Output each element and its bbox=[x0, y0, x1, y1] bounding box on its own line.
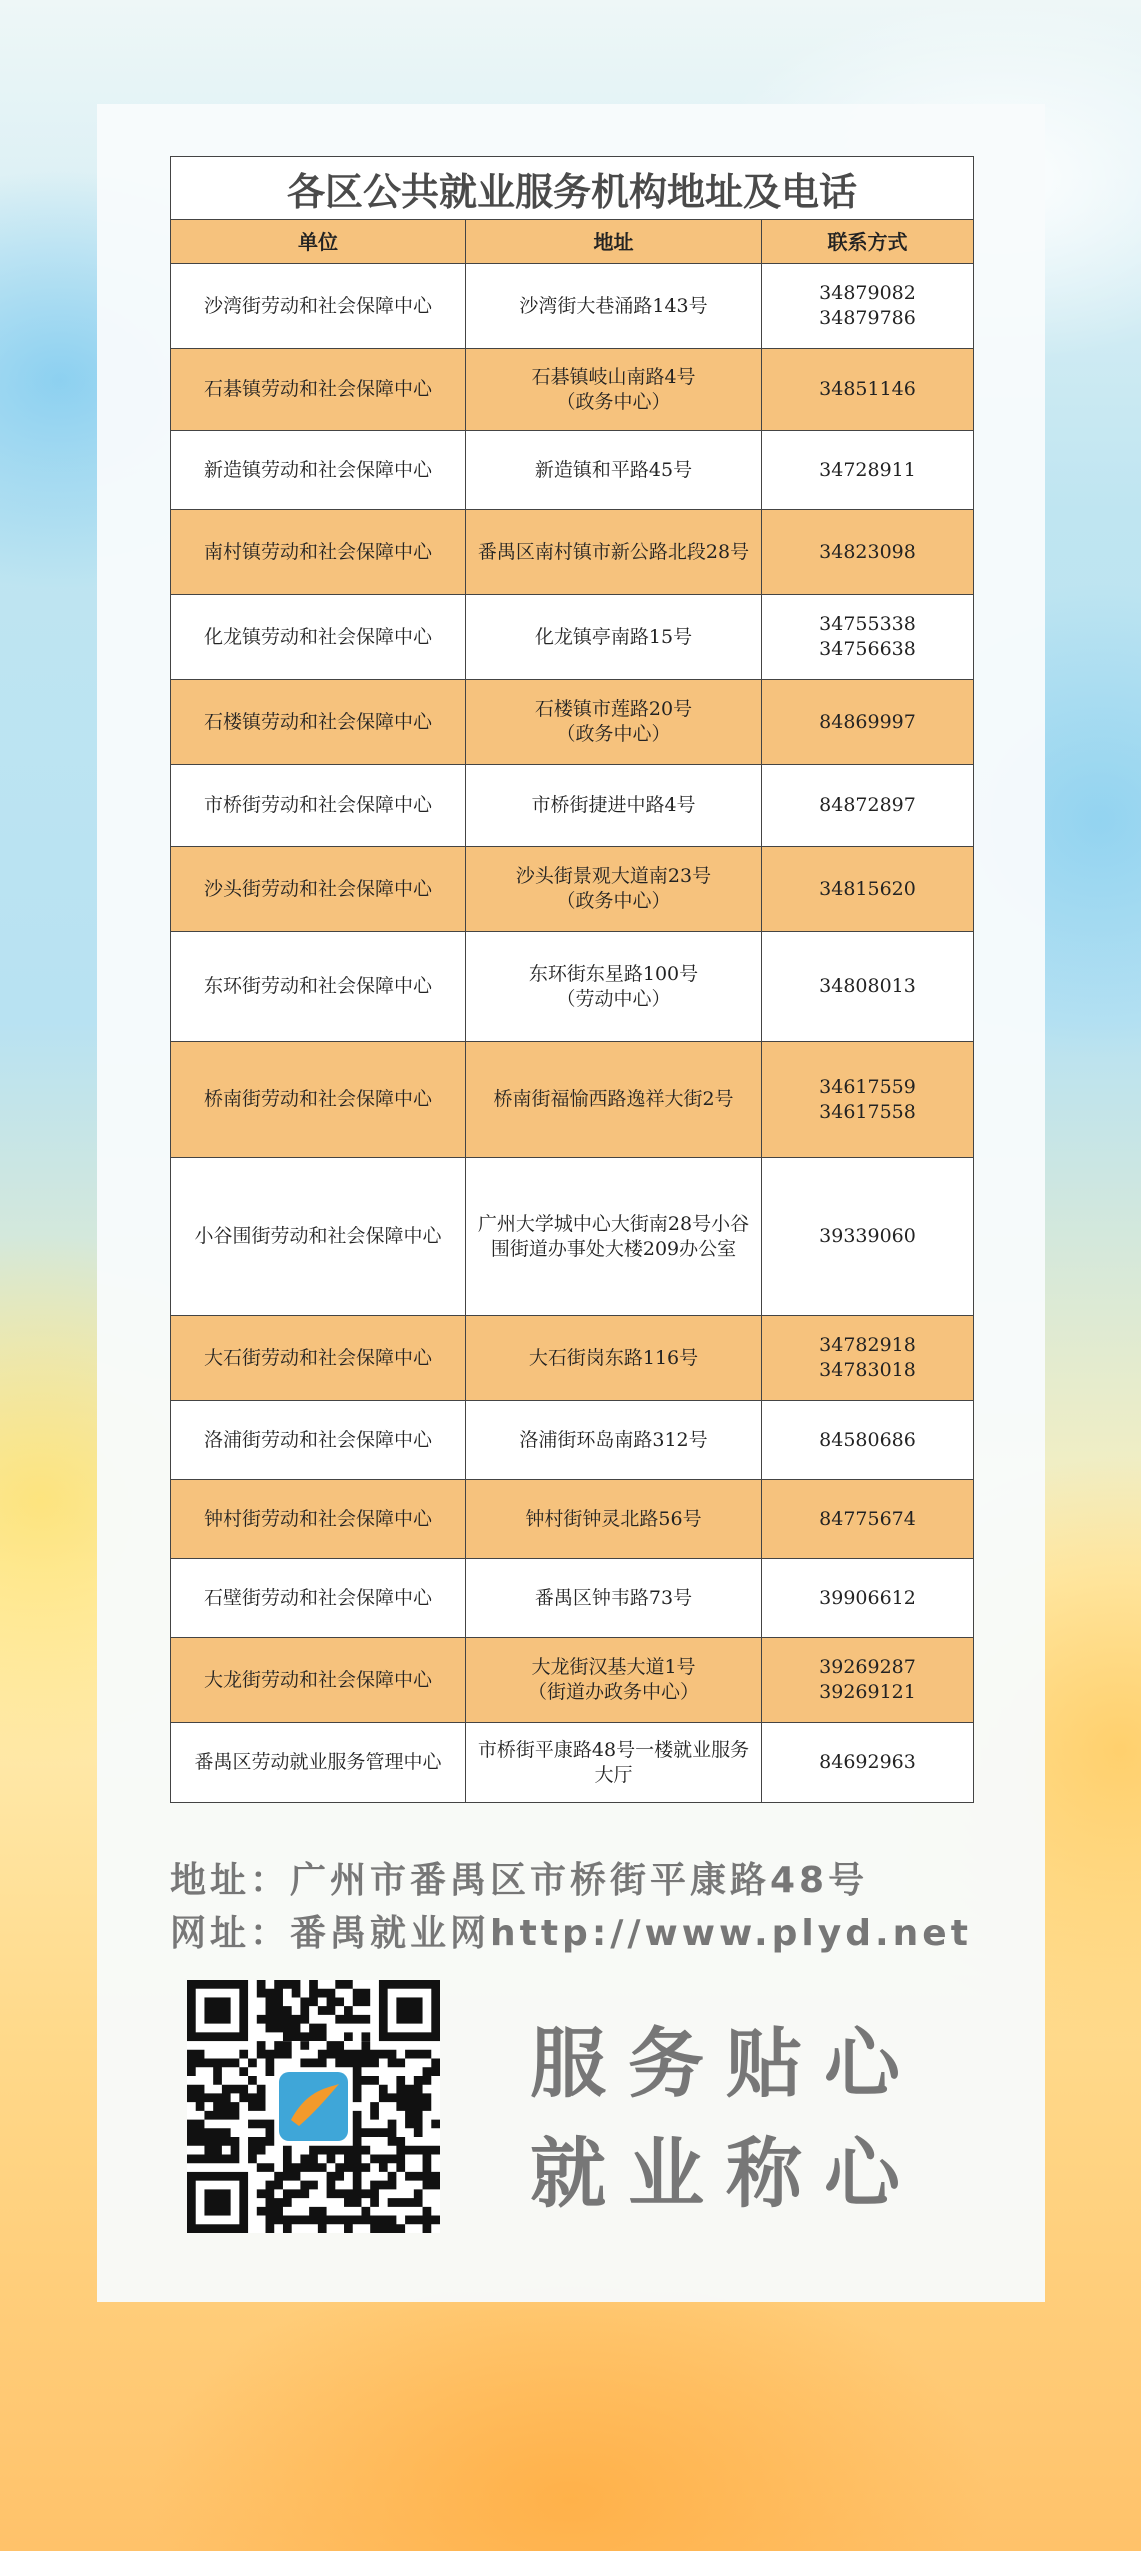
table-row bbox=[171, 932, 973, 1042]
phone-cell: 84869997 bbox=[819, 710, 916, 733]
unit-cell: 沙湾街劳动和社会保障中心 bbox=[171, 264, 466, 348]
phone-cell: 39339060 bbox=[819, 1225, 916, 1248]
table-row bbox=[171, 349, 973, 431]
unit-cell: 洛浦街劳动和社会保障中心 bbox=[171, 1401, 466, 1479]
table-row bbox=[171, 1480, 973, 1559]
unit-cell: 东环街劳动和社会保障中心 bbox=[171, 932, 466, 1041]
phone-cell: 34851146 bbox=[819, 378, 916, 401]
phone-cell: 84692963 bbox=[819, 1751, 916, 1774]
table-row bbox=[171, 1401, 973, 1480]
unit-cell: 沙头街劳动和社会保障中心 bbox=[171, 847, 466, 931]
address-cell: 钟村街钟灵北路56号 bbox=[466, 1480, 762, 1558]
table-row bbox=[171, 1042, 973, 1158]
unit-cell: 石壁街劳动和社会保障中心 bbox=[171, 1559, 466, 1637]
phone-cell: 34617559 34617558 bbox=[819, 1075, 916, 1123]
address-cell: 沙头街景观大道南23号 （政务中心） bbox=[466, 847, 762, 931]
address-cell: 洛浦街环岛南路312号 bbox=[466, 1401, 762, 1479]
address-cell: 广州大学城中心大街南28号小谷围街道办事处大楼209办公室 bbox=[466, 1158, 762, 1315]
table-row bbox=[171, 1723, 973, 1802]
address-cell: 市桥街捷进中路4号 bbox=[466, 765, 762, 846]
unit-cell: 南村镇劳动和社会保障中心 bbox=[171, 510, 466, 594]
phone-cell: 34782918 34783018 bbox=[819, 1334, 916, 1381]
table-row bbox=[171, 1158, 973, 1316]
unit-cell: 大石街劳动和社会保障中心 bbox=[171, 1316, 466, 1400]
address-cell: 石碁镇岐山南路4号 （政务中心） bbox=[466, 349, 762, 430]
unit-cell: 番禺区劳动就业服务管理中心 bbox=[171, 1723, 466, 1802]
table-row bbox=[171, 1316, 973, 1401]
website-line[interactable]: 网址：番禺就业网http://www.plyd.net bbox=[170, 1913, 972, 1954]
unit-cell: 大龙街劳动和社会保障中心 bbox=[171, 1638, 466, 1722]
header-phone: 联系方式 bbox=[827, 229, 908, 254]
qr-code bbox=[187, 1980, 440, 2233]
phone-cell: 34879082 34879786 bbox=[819, 282, 916, 329]
phone-cell: 34815620 bbox=[819, 877, 916, 900]
address-cell: 化龙镇亭南路15号 bbox=[466, 595, 762, 679]
phone-cell: 34755338 34756638 bbox=[819, 613, 916, 660]
phone-cell: 84775674 bbox=[819, 1507, 916, 1530]
address-line: 地址：广州市番禺区市桥街平康路48号 bbox=[170, 1860, 869, 1901]
slogan-line-2: 就业称心 bbox=[530, 2129, 922, 2218]
unit-cell: 化龙镇劳动和社会保障中心 bbox=[171, 595, 466, 679]
table-row bbox=[171, 680, 973, 765]
address-cell: 桥南街福愉西路逸祥大街2号 bbox=[466, 1042, 762, 1157]
table-row bbox=[171, 510, 973, 595]
unit-cell: 石楼镇劳动和社会保障中心 bbox=[171, 680, 466, 764]
service-directory-table bbox=[170, 156, 974, 1803]
header-address: 地址 bbox=[466, 220, 762, 263]
table-row bbox=[171, 264, 973, 349]
table-row bbox=[171, 847, 973, 932]
phone-cell: 84580686 bbox=[819, 1428, 916, 1451]
table-row bbox=[171, 1559, 973, 1638]
slogan-line-1: 服务贴心 bbox=[530, 2019, 922, 2108]
table-header-row bbox=[171, 220, 973, 264]
table-row bbox=[171, 1638, 973, 1723]
table-row bbox=[171, 595, 973, 680]
address-cell: 大石街岗东路116号 bbox=[466, 1316, 762, 1400]
address-cell: 市桥街平康路48号一楼就业服务大厅 bbox=[466, 1723, 762, 1802]
qr-code-image bbox=[187, 1980, 440, 2233]
phone-cell: 39269287 39269121 bbox=[819, 1656, 916, 1703]
address-cell: 沙湾街大巷涌路143号 bbox=[466, 264, 762, 348]
unit-cell: 石碁镇劳动和社会保障中心 bbox=[171, 349, 466, 430]
phone-cell: 34728911 bbox=[819, 458, 916, 481]
header-unit: 单位 bbox=[171, 220, 466, 263]
phone-cell: 84872897 bbox=[819, 794, 916, 817]
address-cell: 石楼镇市莲路20号 （政务中心） bbox=[466, 680, 762, 764]
unit-cell: 钟村街劳动和社会保障中心 bbox=[171, 1480, 466, 1558]
address-cell: 新造镇和平路45号 bbox=[466, 431, 762, 509]
phone-cell: 39906612 bbox=[819, 1586, 916, 1609]
phone-cell: 34808013 bbox=[819, 975, 916, 998]
unit-cell: 桥南街劳动和社会保障中心 bbox=[171, 1042, 466, 1157]
address-cell: 大龙街汉基大道1号 （街道办政务中心） bbox=[466, 1638, 762, 1722]
table-title: 各区公共就业服务机构地址及电话 bbox=[171, 157, 973, 220]
address-cell: 番禺区钟韦路73号 bbox=[466, 1559, 762, 1637]
table-row bbox=[171, 765, 973, 847]
address-cell: 东环街东星路100号 （劳动中心） bbox=[466, 932, 762, 1041]
unit-cell: 小谷围街劳动和社会保障中心 bbox=[171, 1158, 466, 1315]
table-row bbox=[171, 431, 973, 510]
unit-cell: 市桥街劳动和社会保障中心 bbox=[171, 765, 466, 846]
phone-cell: 34823098 bbox=[819, 540, 916, 563]
address-cell: 番禺区南村镇市新公路北段28号 bbox=[466, 510, 762, 594]
table-body bbox=[171, 264, 973, 1802]
unit-cell: 新造镇劳动和社会保障中心 bbox=[171, 431, 466, 509]
